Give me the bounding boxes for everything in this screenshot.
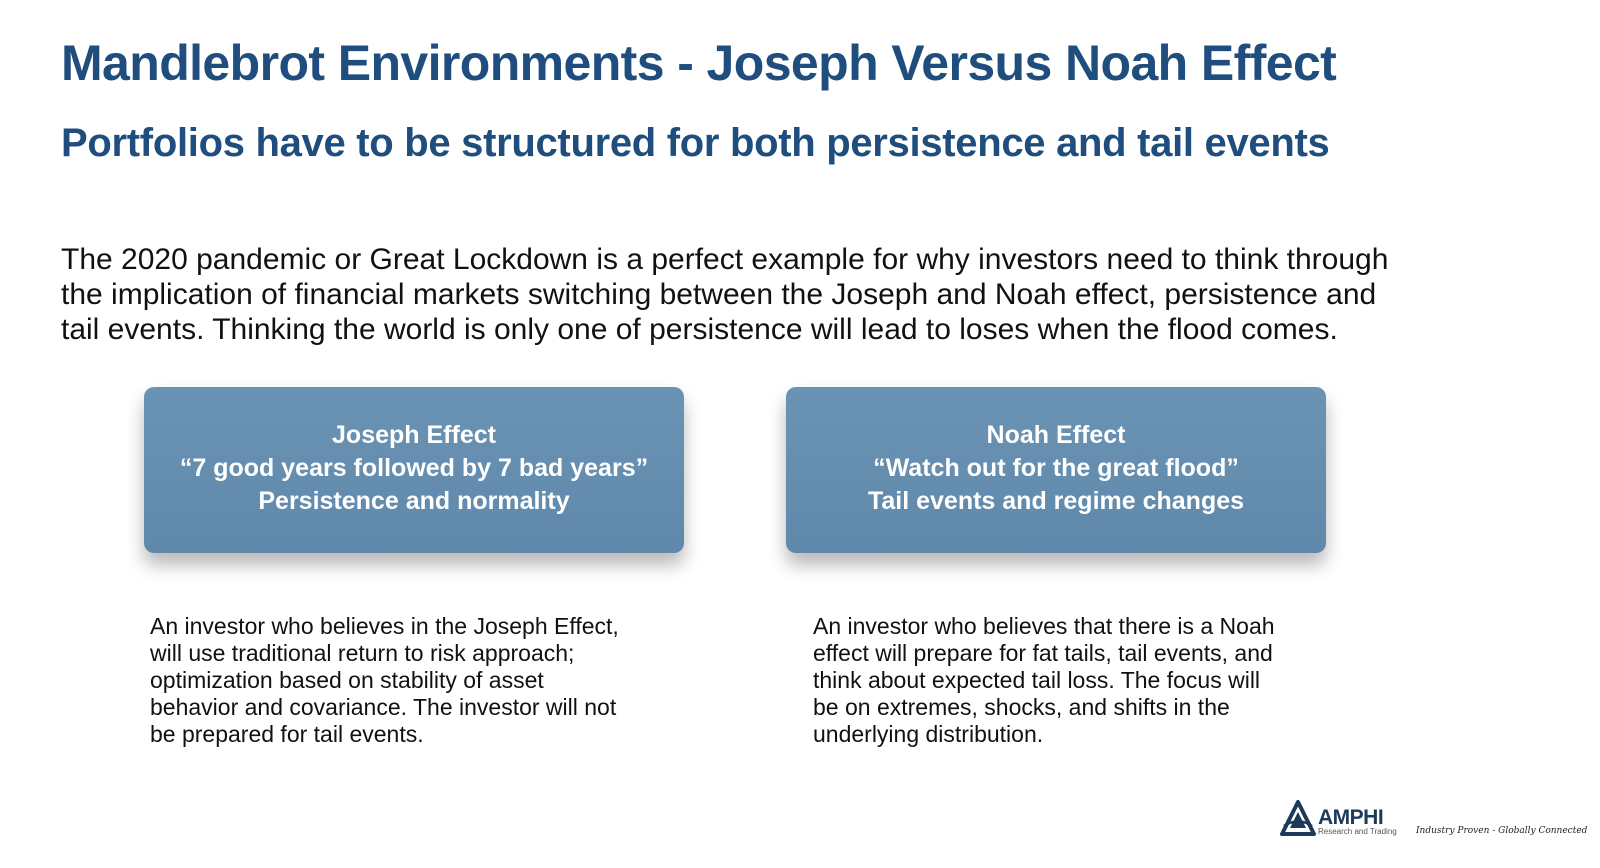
intro-line: The 2020 pandemic or Great Lockdown is a perfect example for why investors need to think through [61, 243, 1389, 276]
intro-line: tail events. Thinking the world is only one of persistence will lead to loses when the flood comes. [61, 313, 1338, 346]
description-line: An investor who believes that there is a Noah [813, 613, 1275, 639]
card-caption: Tail events and regime changes [867, 486, 1245, 515]
joseph-effect-card [144, 387, 684, 553]
card-quote: “Watch out for the great flood” [873, 453, 1239, 482]
card-heading: Noah Effect [986, 420, 1126, 449]
description-line: be prepared for tail events. [150, 721, 424, 747]
card-heading: Joseph Effect [332, 420, 496, 449]
amphi-logo [1280, 800, 1395, 840]
noah-effect-description [813, 613, 1373, 748]
intro-paragraph [61, 242, 1551, 347]
amphi-triangle-logo-icon [1280, 800, 1316, 838]
joseph-effect-description [150, 613, 710, 748]
slide-title: Mandlebrot Environments - Joseph Versus Noah Effect [61, 35, 1337, 91]
card-caption: Persistence and normality [258, 486, 570, 515]
card-quote: “7 good years followed by 7 bad years” [179, 453, 649, 482]
intro-line: the implication of financial markets switching between the Joseph and Noah effect, persistence and [61, 278, 1377, 311]
description-line: An investor who believes in the Joseph Effect, [150, 613, 619, 639]
footer-tagline: Industry Proven - Globally Connected [1416, 826, 1588, 836]
description-line: behavior and covariance. The investor will not [150, 694, 617, 720]
description-line: will use traditional return to risk approach; [150, 640, 575, 666]
description-line: underlying distribution. [813, 721, 1044, 747]
logo-subtitle: Research and Trading [1318, 827, 1397, 836]
description-line: optimization based on stability of asset [150, 667, 544, 693]
slide-subtitle: Portfolios have to be structured for both persistence and tail events [61, 121, 1330, 165]
description-line: think about expected tail loss. The focus will [813, 667, 1261, 693]
description-line: effect will prepare for fat tails, tail events, and [813, 640, 1273, 666]
logo-name: AMPHI [1318, 806, 1384, 829]
noah-effect-card [786, 387, 1326, 553]
description-line: be on extremes, shocks, and shifts in the [813, 694, 1230, 720]
